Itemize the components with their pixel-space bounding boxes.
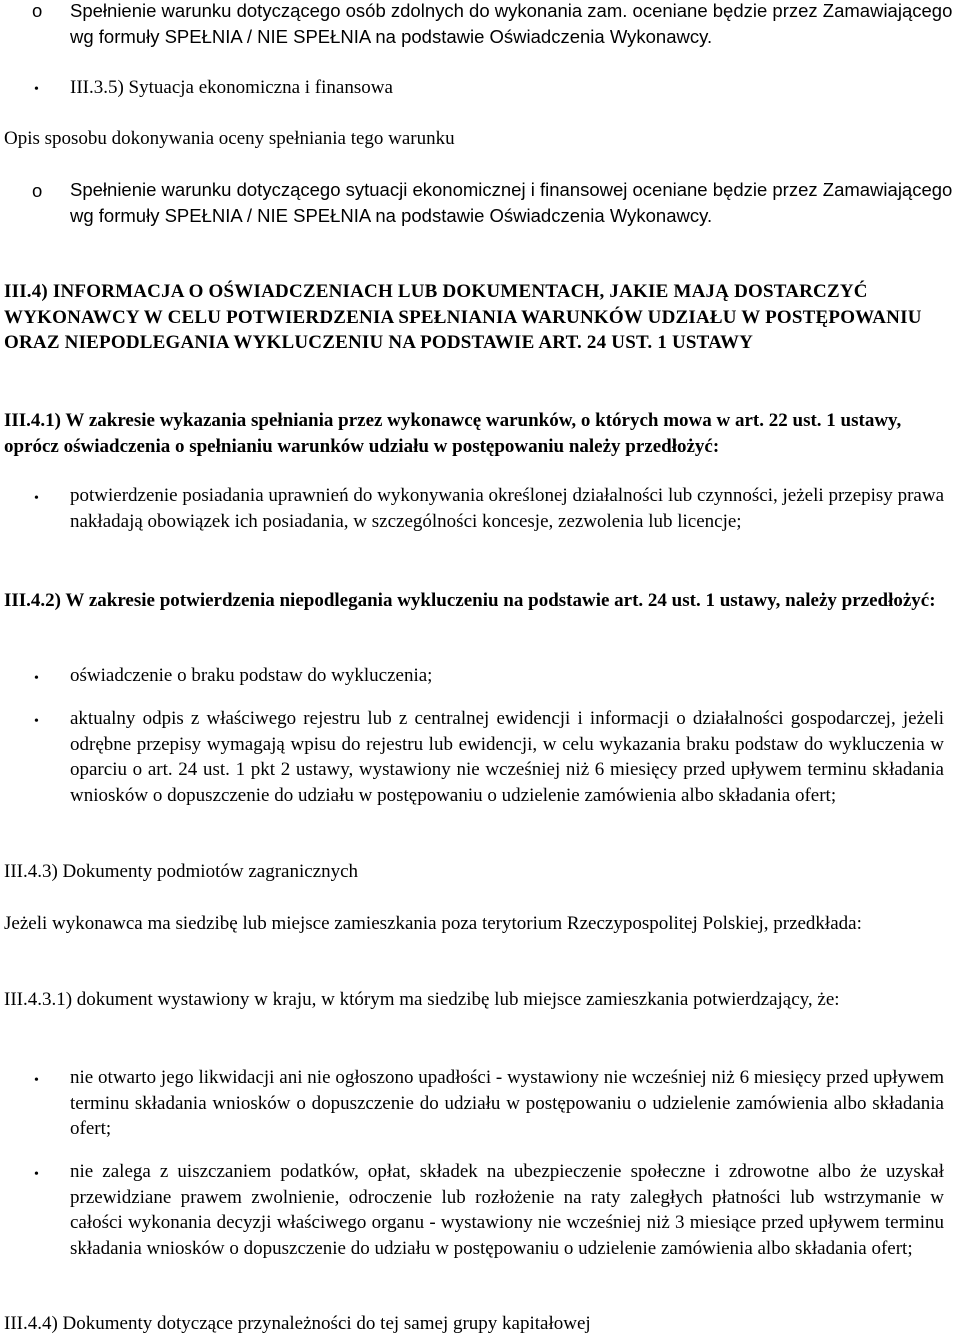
section-heading: III.4) INFORMACJA O OŚWIADCZENIACH LUB DOKUMENTACH, JAKIE MAJĄ DOSTARCZYĆ WYKONAWCY W CELU POTWIERDZENIA SPEŁNIANIA WARUNKÓW UDZIAŁU W POSTĘPOWANIU ORAZ NIEPODLEGANIA WYKLUCZENIU NA PODSTAWIE ART. 24 UST. 1 USTAWY [4, 281, 922, 353]
bullet-icon: • [34, 714, 39, 729]
bullet-icon: • [34, 82, 39, 97]
sub-section-heading: III.4.3.1) dokument wystawiony w kraju, w którym ma siedzibę lub miejsce zamieszkania potwierdzający, że: [4, 989, 840, 1010]
section-heading: III.3.5) Sytuacja ekonomiczna i finansowa [70, 77, 393, 98]
list-item: aktualny odpis z właściwego rejestru lub z centralnej ewidencji i informacji o działalności gospodarczej, jeżeli odrębne przepisy wymagają wpisu do rejestru lub ewidencji, w celu wykazania braku podstaw do wykluczenia w oparciu o art. 24 ust. 1 pkt 2 ustawy, wystawiony nie wcześniej niż 6 miesięcy przed upływem terminu składania wniosków o dopuszczenie do udziału w postępowaniu o udzielenie zamówienia albo składania ofert; [70, 708, 944, 806]
sub-item-marker: o [32, 180, 43, 201]
section-heading: III.4.3) Dokumenty podmiotów zagranicznych [4, 861, 359, 882]
bullet-icon: • [34, 671, 39, 686]
section-heading: III.4.2) W zakresie potwierdzenia niepodlegania wykluczeniu na podstawie art. 24 ust. 1 ustawy, należy przedłożyć: [4, 590, 936, 611]
assessment-description-label: Opis sposobu dokonywania oceny spełniania tego warunku [4, 128, 455, 149]
list-item: nie zalega z uiszczaniem podatków, opłat, składek na ubezpieczenie społeczne i zdrowotne albo że uzyskał przewidziane prawem zwolnienie, odroczenie lub rozłożenie na raty zaległych płatności lub wstrzymanie w całości wykonania decyzji właściwego organu - wystawiony nie wcześniej niż 3 miesiące przed upływem terminu składania wniosków o dopuszczenie do udziału w postępowaniu o udzielenie zamówienia albo składania ofert; [70, 1161, 944, 1259]
bullet-icon: • [34, 1073, 39, 1088]
sub-item-marker: o [32, 0, 43, 21]
paragraph: Jeżeli wykonawca ma siedzibę lub miejsce zamieszkania poza terytorium Rzeczypospolitej Polskiej, przedkłada: [4, 913, 862, 934]
bullet-icon: • [34, 1167, 39, 1182]
list-item: nie otwarto jego likwidacji ani nie ogłoszono upadłości - wystawiony nie wcześniej niż 6 miesięcy przed upływem terminu składania wniosków o dopuszczenie do udziału w postępowaniu o udzielenie zamówienia albo składania ofert; [70, 1067, 944, 1139]
condition-assessment-text: Spełnienie warunku dotyczącego sytuacji ekonomicznej i finansowej oceniane będzie przez Zamawiającego wg formuły SPEŁNIA / NIE SPEŁNIA na podstawie Oświadczenia Wykonawcy. [70, 179, 953, 226]
section-heading: III.4.1) W zakresie wykazania spełniania przez wykonawcę warunków, o których mowa w art. 22 ust. 1 ustawy, oprócz oświadczenia o spełnianiu warunków udziału w postępowaniu należy przedłożyć: [4, 410, 902, 457]
section-heading: III.4.4) Dokumenty dotyczące przynależności do tej samej grupy kapitałowej [4, 1313, 591, 1334]
list-item: potwierdzenie posiadania uprawnień do wykonywania określonej działalności lub czynności, jeżeli przepisy prawa nakładają obowiązek ich posiadania, w szczególności koncesje, zezwolenia lub licencje; [70, 485, 944, 532]
bullet-icon: • [34, 491, 39, 506]
condition-assessment-text: Spełnienie warunku dotyczącego osób zdolnych do wykonania zam. oceniane będzie przez Zamawiającego wg formuły SPEŁNIA / NIE SPEŁNIA na podstawie Oświadczenia Wykonawcy. [70, 0, 953, 47]
list-item: oświadczenie o braku podstaw do wykluczenia; [70, 665, 433, 686]
